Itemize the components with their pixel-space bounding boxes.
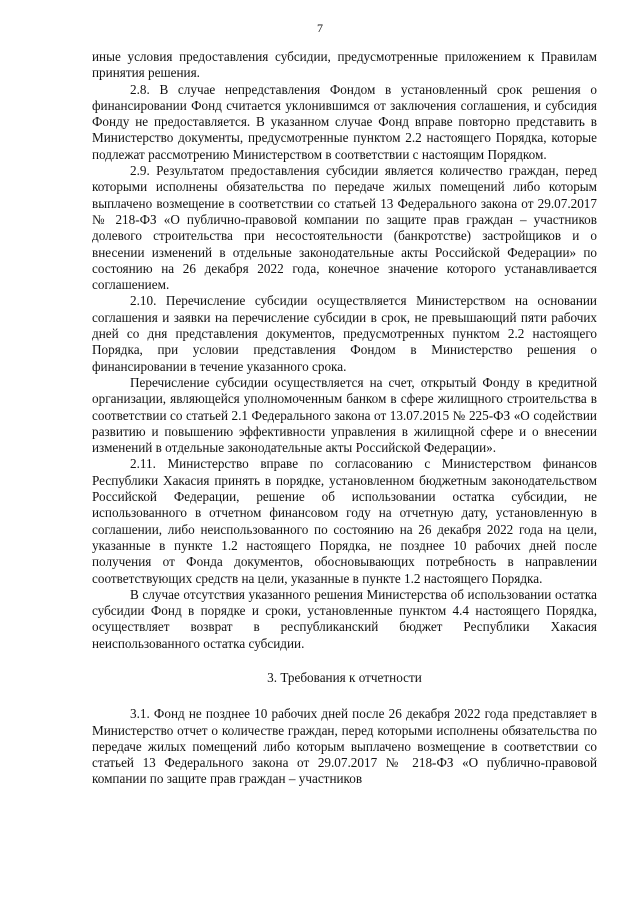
page-number: 7 xyxy=(317,21,323,35)
paragraph-refund: В случае отсутствия указанного решения Министерства об использовании остатка субсидии Фонд в порядке и сроки, установленные пунктом 4.4 настоящего Порядка, осуществляет возврат в республиканский бюджет Республики Хакасия неиспользованного остатка субсидии. xyxy=(92,586,597,651)
document-body xyxy=(92,49,597,788)
paragraph-3-1: 3.1. Фонд не позднее 10 рабочих дней после 26 декабря 2022 года представляет в Министерство отчет о количестве граждан, перед которыми исполнены обязательства по передаче жилых помещений либо которым выплачено возмещение в соответствии со статьей 13 Федерального закона от 29.07.2017 № 218-ФЗ «О публично-правовой компании по защите прав граждан – участников xyxy=(92,706,597,787)
paragraph-2-9: 2.9. Результатом предоставления субсидии является количество граждан, перед которыми исполнены обязательства по передаче жилых помещений либо которым выплачено возмещение в соответствии со статьей 13 Федерального закона от 29.07.2017 № 218-ФЗ «О публично-правовой компании по защите прав граждан – участников долевого строительства при несостоятельности (банкротстве) застройщиков и о внесении изменений в отдельные законодательные акты Российской Федерации» по состоянию на 26 декабря 2022 года, конечное значение которого устанавливается соглашением. xyxy=(92,163,597,293)
paragraph-transfer: Перечисление субсидии осуществляется на счет, открытый Фонду в кредитной организации, являющейся уполномоченным банком в сфере жилищного строительства в соответствии со статьей 2.1 Федерального закона от 13.07.2015 № 225-ФЗ «О содействии развитию и повышению эффективности управления в жилищной сфере и о внесении изменений в отдельные законодательные акты Российской Федерации». xyxy=(92,374,597,456)
section-heading: 3. Требования к отчетности xyxy=(267,669,422,685)
paragraph-2-11: 2.11. Министерство вправе по согласованию с Министерством финансов Республики Хакасия принять в порядке, установленном бюджетным законодательством Российской Федерации, решение об использовании остатка субсидии, не использованного в отчетном финансовом году на отчетную дату, установленную в соглашении, либо неиспользованного по состоянию на 26 декабря 2022 года на цели, указанные в пункте 1.2 настоящего Порядка, не позднее 10 рабочих дней после получения от Фонда документов, обосновывающих потребность в направлении соответствующих средств на цели, указанные в пункте 1.2 настоящего Порядка. xyxy=(92,456,597,586)
paragraph-continuation: иные условия предоставления субсидии, предусмотренные приложением к Правилам принятия решения. xyxy=(92,49,597,81)
paragraph-2-10: 2.10. Перечисление субсидии осуществляется Министерством на основании соглашения и заявки на перечисление субсидии в срок, не превышающий пяти рабочих дней со дня представления документов, предусмотренных пунктом 2.2 настоящего Порядка, при условии представления Фондом в Министерство решения о финансировании в течение указанного срока. xyxy=(92,293,597,374)
paragraph-2-8: 2.8. В случае непредставления Фондом в установленный срок решения о финансировании Фонд считается уклонившимся от заключения соглашения, и субсидия Фонду не предоставляется. В указанном случае Фонд вправе повторно представить в Министерство документы, предусмотренные пунктом 2.2 настоящего Порядка, которые подлежат рассмотрению Министерством в соответствии с настоящим Порядком. xyxy=(92,81,597,162)
